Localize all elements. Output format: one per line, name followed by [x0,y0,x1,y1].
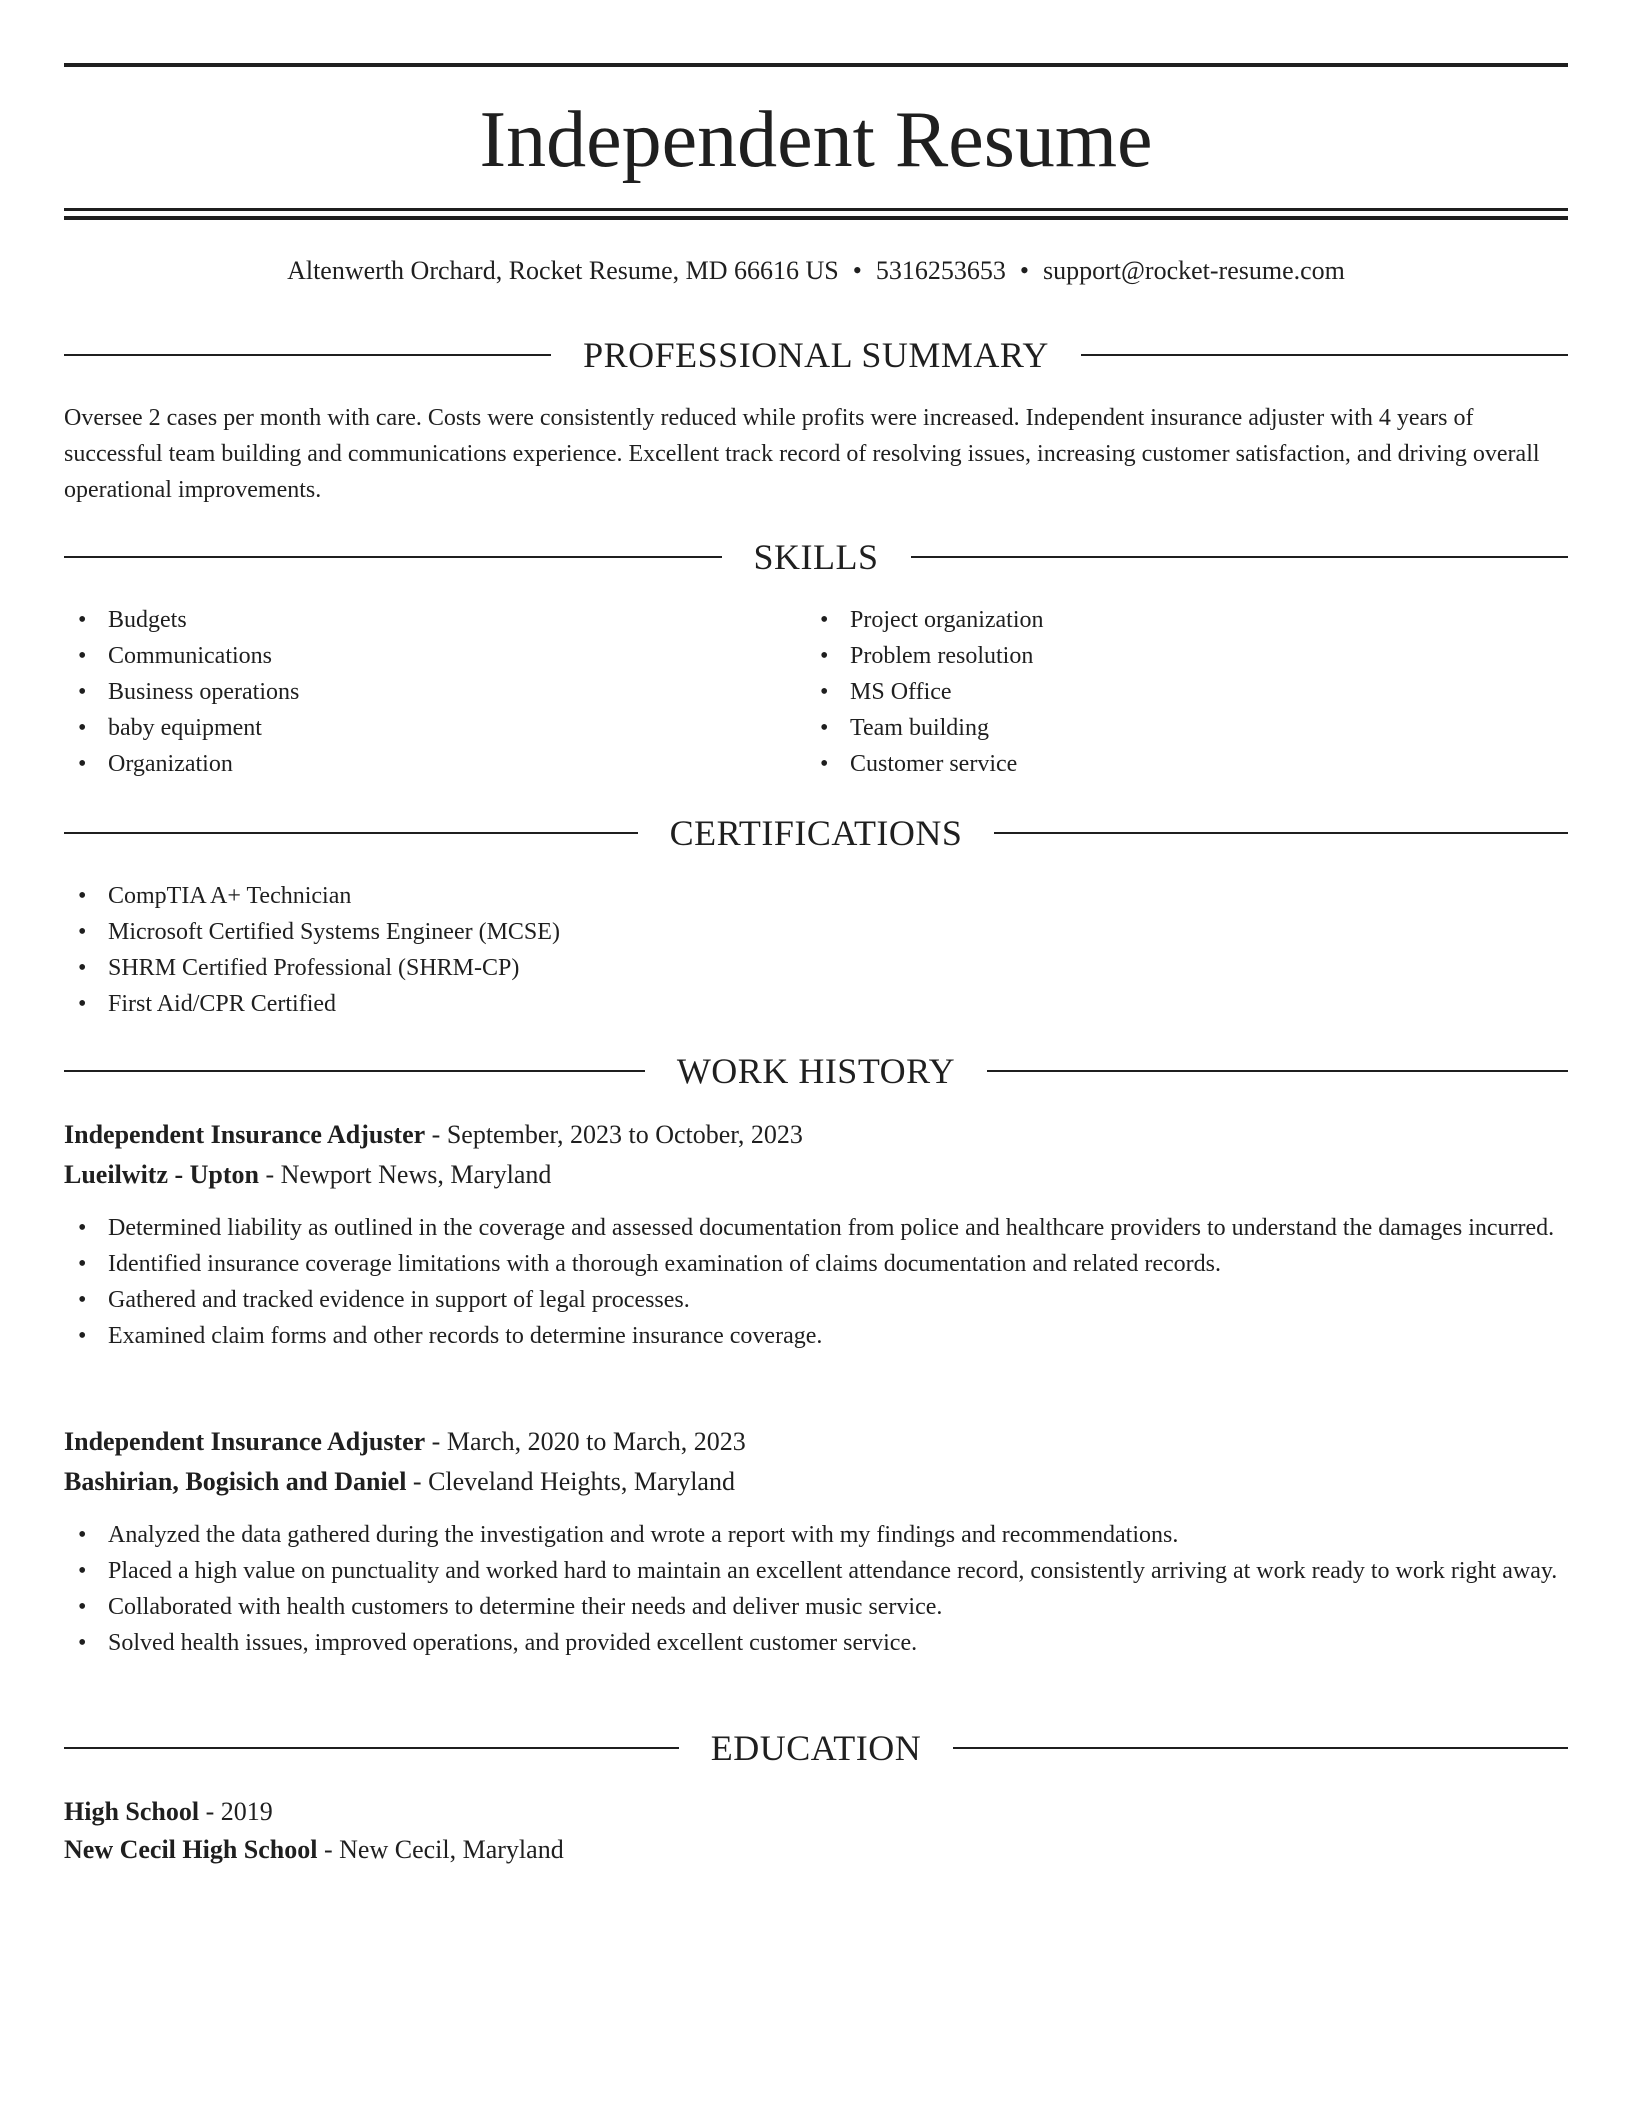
education-school-line [64,1833,1568,1867]
job-location: - Newport News, Maryland [259,1160,552,1189]
job-company-line [64,1465,1568,1499]
section-header-work-history [64,1049,1568,1093]
section-title-skills: SKILLS [753,537,879,577]
summary-text: Oversee 2 cases per month with care. Costs were consistently reduced while profits were increased. Independent insurance adjuster with 4 years of successful team building and communications experience. Excellent track record of resolving issues, increasing customer satisfaction, and driving overall operational improvements. [64,405,1540,503]
contact-line [64,255,1568,287]
certification-item: • Microsoft Certified Systems Engineer (MCSE) [64,914,560,950]
job-title: Independent Insurance Adjuster [64,1427,426,1456]
job-bullet: • Identified insurance coverage limitations with a thorough examination of claims documentation and related records. [64,1246,1568,1282]
skills-list-right [806,602,1044,782]
skill-item: • Problem resolution [806,638,1044,674]
skill-item: • Organization [64,746,299,782]
section-title-certifications: CERTIFICATIONS [669,813,963,853]
section-header-summary [64,333,1568,377]
certification-item: • SHRM Certified Professional (SHRM-CP) [64,950,560,986]
divider-line [64,354,551,356]
job-dates: - March, 2020 to March, 2023 [425,1427,746,1456]
divider-line [64,1070,645,1072]
education-school: New Cecil High School [64,1835,318,1864]
job-title: Independent Insurance Adjuster [64,1120,426,1149]
divider-line [64,832,638,834]
job-company: Lueilwitz - Upton [64,1160,259,1189]
education-year: - 2019 [199,1797,273,1826]
job-title-line [64,1425,1568,1459]
section-header-certifications [64,811,1568,855]
certifications-list [64,878,560,1022]
top-rule [64,63,1568,67]
job-bullet: • Collaborated with health customers to determine their needs and deliver music service. [64,1589,1568,1625]
title-double-rule [64,208,1568,220]
contact-separator: • [852,256,862,285]
skill-item: • baby equipment [64,710,299,746]
divider-line [64,556,722,558]
skill-item: • Project organization [806,602,1044,638]
resume-title: Independent Resume [479,96,1153,184]
job-company-line [64,1158,1568,1192]
education-degree: High School [64,1797,200,1826]
skills-list-left [64,602,299,782]
skill-item: • Communications [64,638,299,674]
job-dates: - September, 2023 to October, 2023 [425,1120,803,1149]
job-bullet: • Gathered and tracked evidence in support of legal processes. [64,1282,1568,1318]
job-bullet: • Examined claim forms and other records to determine insurance coverage. [64,1318,1568,1354]
certification-item: • First Aid/CPR Certified [64,986,560,1022]
divider-line [953,1747,1568,1749]
divider-line [64,1747,679,1749]
skill-item: • MS Office [806,674,1044,710]
job-location: - Cleveland Heights, Maryland [406,1467,735,1496]
divider-line [994,832,1568,834]
job-bullets [64,1517,1568,1661]
job-title-line [64,1118,1568,1152]
divider-line [911,556,1569,558]
job-bullets [64,1210,1568,1354]
contact-email: support@rocket-resume.com [1042,256,1345,285]
certification-item: • CompTIA A+ Technician [64,878,560,914]
job-bullet: • Analyzed the data gathered during the investigation and wrote a report with my findings and recommendations. [64,1517,1568,1553]
education-degree-line [64,1795,1568,1829]
skill-item: • Team building [806,710,1044,746]
job-bullet: • Solved health issues, improved operations, and provided excellent customer service. [64,1625,1568,1661]
contact-address: Altenwerth Orchard, Rocket Resume, MD 66616 US [287,256,839,285]
section-title-education: EDUCATION [710,1728,922,1768]
skill-item: • Business operations [64,674,299,710]
divider-line [987,1070,1568,1072]
job-company: Bashirian, Bogisich and Daniel [64,1467,407,1496]
section-title-summary: PROFESSIONAL SUMMARY [583,335,1049,375]
job-bullet: • Placed a high value on punctuality and worked hard to maintain an excellent attendance record, consistently arriving at work ready to work right away. [64,1553,1568,1589]
contact-phone: 5316253653 [875,256,1006,285]
section-header-education [64,1726,1568,1770]
skill-item: • Budgets [64,602,299,638]
section-header-skills [64,535,1568,579]
contact-separator: • [1019,256,1029,285]
job-bullet: • Determined liability as outlined in the coverage and assessed documentation from police and healthcare providers to understand the damages incurred. [64,1210,1568,1246]
section-title-work-history: WORK HISTORY [676,1051,956,1091]
divider-line [1081,354,1568,356]
education-location: - New Cecil, Maryland [317,1835,564,1864]
skill-item: • Customer service [806,746,1044,782]
